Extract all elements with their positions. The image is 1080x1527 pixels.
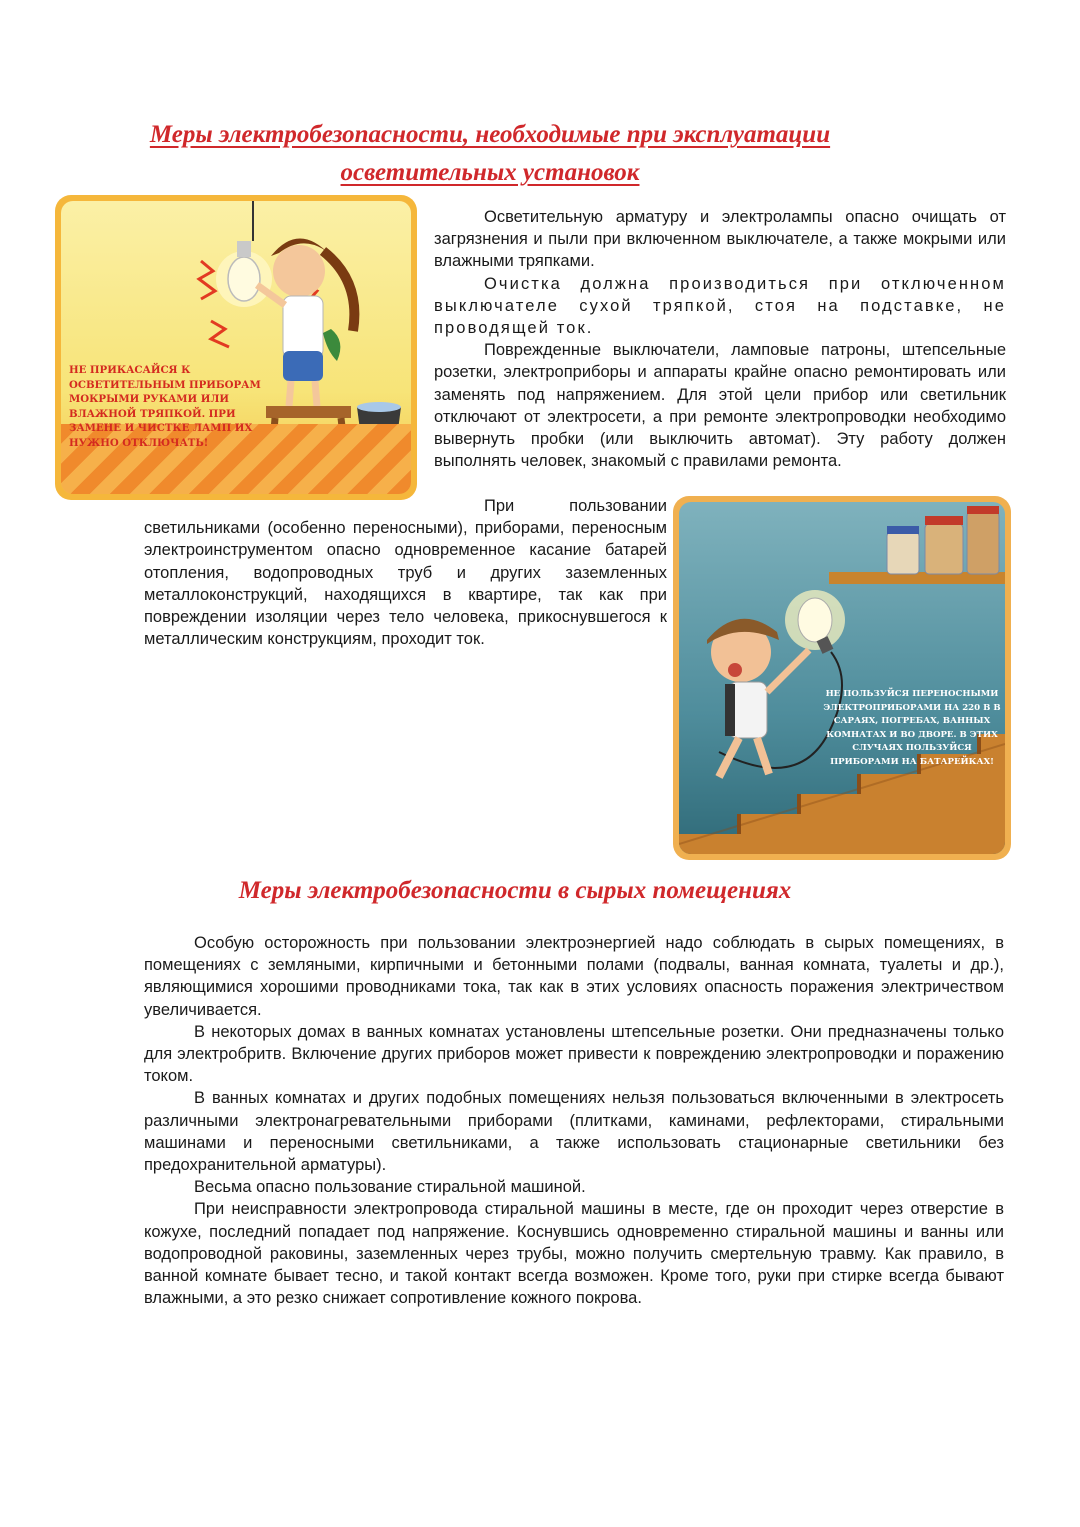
section1-title-line2: осветительных установок xyxy=(340,159,640,186)
section1-text-block xyxy=(434,206,1006,472)
section2-paragraph-4: Весьма опасно пользование стиральной машиной. xyxy=(194,1178,586,1197)
poster1-warning-text: НЕ ПРИКАСАЙСЯ К ОСВЕТИТЕЛЬНЫМ ПРИБОРАМ МОКРЫМИ РУКАМИ ИЛИ ВЛАЖНОЙ ТРЯПКОЙ. ПРИ ЗАМЕНЕ И ЧИСТКЕ ЛАМП ИХ НУЖНО ОТКЛЮЧАТЬ! xyxy=(69,364,261,449)
section2-paragraph-1: Особую осторожность при пользовании электроэнергией надо соблюдать в сырых помещениях, в помещениях с земляными, кирпичными и бетонными полами (подвалы, ванная комната, туалеты и др.), являющимися хорошими проводниками тока, так как в этих условиях опасность поражения электричеством увеличивается. xyxy=(144,934,1004,1019)
section1-title xyxy=(0,116,980,192)
section1-paragraph-1: Осветительную арматуру и электролампы опасно очищать от загрязнения и пыли при включенном выключателе, а также мокрыми или влажными тряпками. xyxy=(434,208,1006,271)
section1-title-line1: Меры электробезопасности, необходимые при эксплуатации xyxy=(149,121,831,148)
section1-text-block-2 xyxy=(144,495,667,650)
section1-paragraph-3: Поврежденные выключатели, ламповые патроны, штепсельные розетки, электроприборы и аппараты крайне опасно ремонтировать или заменять под напряжением. Для этой цели прибор или светильник отключают от электросети, а при ремонте электропроводки необходимо вывернуть пробки (или выключить автомат). Эту работу должен выполнять человек, знакомый с правилами ремонта. xyxy=(434,341,1006,471)
section1-paragraph-4: При пользовании светильниками (особенно переносными), приборами, переносным электроинструментом опасно одновременное касание батарей отопления, водопроводных труб и других заземленных металлоконструкций, находящихся в квартире, так как при повреждении изоляции через тело человека, прикоснувшегося к металлическим конструкциям, проходит ток. xyxy=(144,497,667,649)
section2-paragraph-2: В некоторых домах в ванных комнатах установлены штепсельные розетки. Они предназначены только для электробритв. Включение других приборов может привести к повреждению электропроводки и поражению током. xyxy=(144,1022,1004,1086)
section2-text-block xyxy=(144,932,1004,1309)
section2-title-text: Меры электробезопасности в сырых помещениях xyxy=(238,877,792,904)
section2-paragraph-3: В ванных комнатах и других подобных помещениях нельзя пользоваться включенными в электросеть различными электронагревательными приборами (плитками, каминами, рефлекторами, стиральными машинами и переносными светильниками, а также использовать стационарные светильники без предохранительной арматуры). xyxy=(144,1089,1004,1175)
poster-boy-lamp-illustration xyxy=(673,496,1011,860)
section2-paragraph-5: При неисправности электропровода стиральной машины в месте, где он проходит через отверстие в кожухе, последний попадает под напряжение. Коснувшись одновременно стиральной машины и ванны или водопроводной раковины, заземленных через трубы, можно получить смертельную травму. Как правило, в ванной комнате бывает тесно, и такой контакт всегда возможен. Кроме того, руки при стирке всегда бывают влажными, а это резко снижает сопротивление кожного покрова. xyxy=(144,1200,1004,1308)
section2-title xyxy=(0,872,1030,910)
section1-paragraph-2: Очистка должна производиться при отключенном выключателе сухой тряпкой, стоя на подставке, не проводящей ток. xyxy=(434,274,1006,338)
poster2-warning-text: НЕ ПОЛЬЗУЙСЯ ПЕРЕНОСНЫМИ ЭЛЕКТРОПРИБОРАМИ НА 220 В В САРАЯХ, ПОГРЕБАХ, ВАННЫХ КОМНАТАХ И ВО ДВОРЕ. В ЭТИХ СЛУЧАЯХ ПОЛЬЗУЙСЯ ПРИБОРАМИ НА БАТАРЕЙКАХ! xyxy=(823,689,1001,767)
poster-girl-lamp-illustration xyxy=(55,195,417,500)
